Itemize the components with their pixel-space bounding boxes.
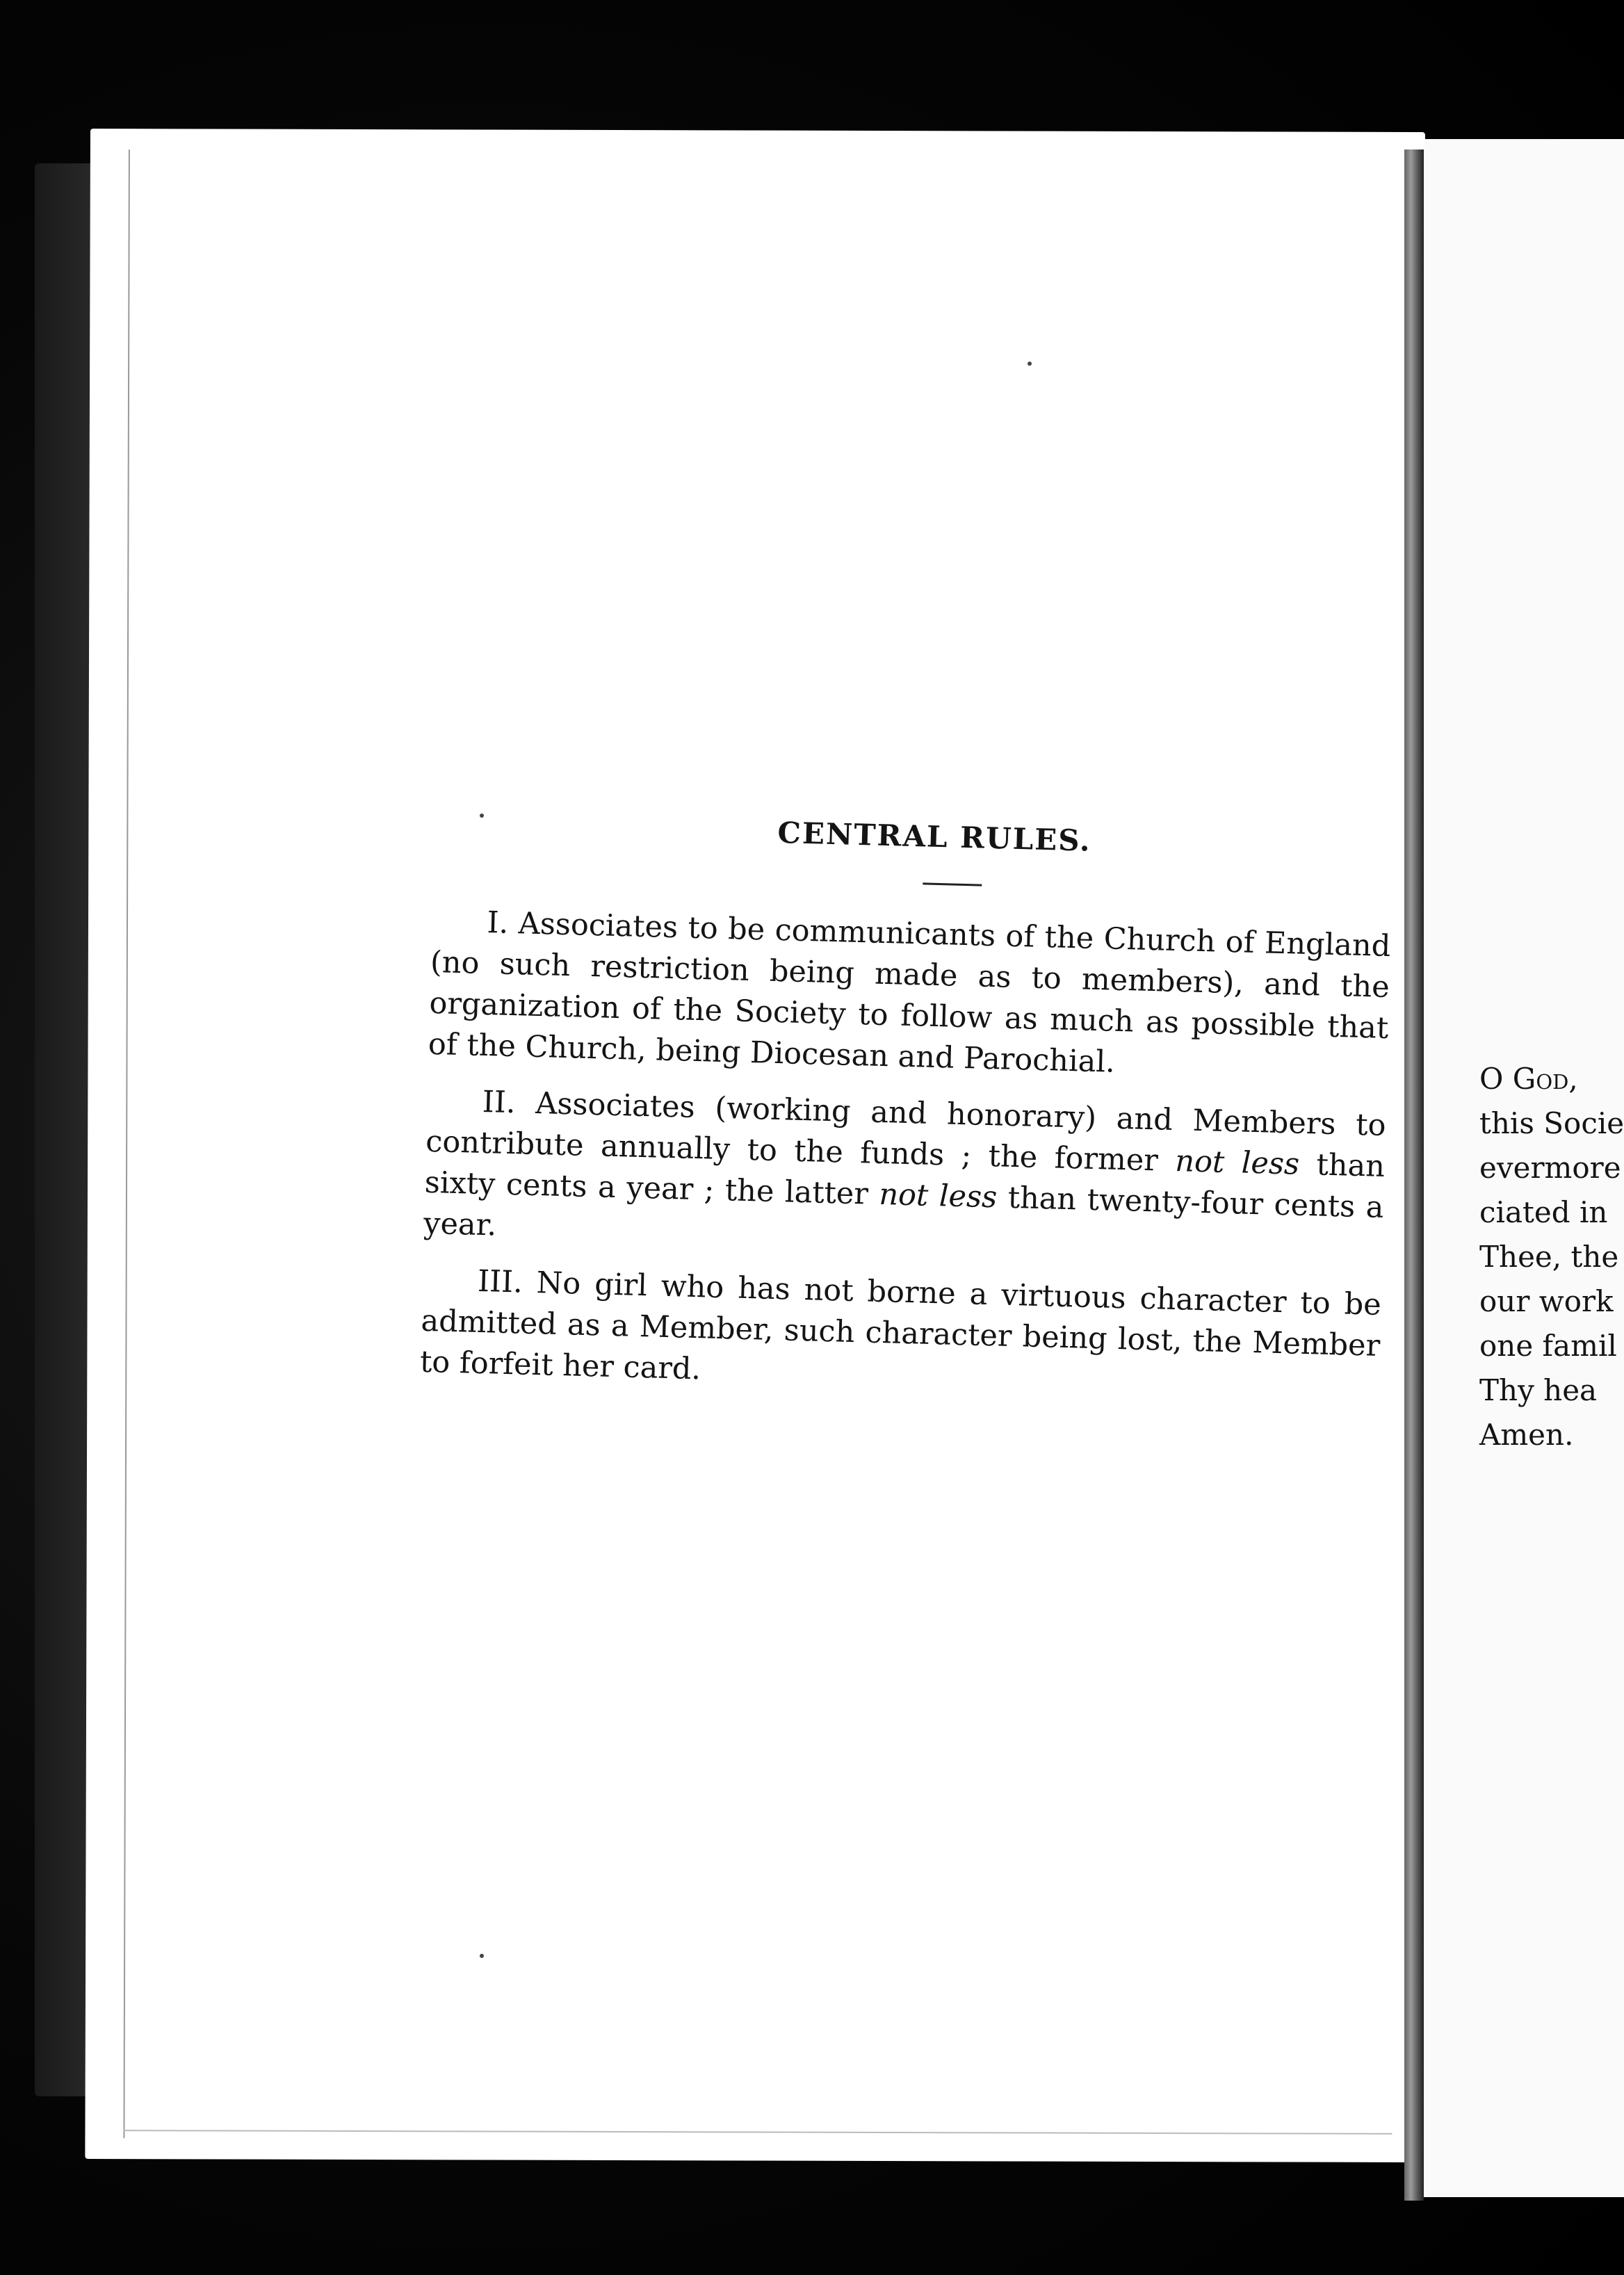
rules-list [419, 901, 1391, 1408]
facing-line: our work [1479, 1284, 1614, 1318]
rule-1: I. Associates to be communicants of the Church of England (no such restriction being made as to members), and the organization of the Society to follow as much as possible that of the Church, being Diocesan and Parochial. [428, 905, 1391, 1080]
rule-3: III. No girl who has not borne a virtuous character to be admitted as a Member, such character being lost, the Member to forfeit her card. [419, 1263, 1382, 1387]
title-divider [923, 882, 982, 886]
ink-speck [480, 1954, 484, 1958]
facing-line: this Socie [1479, 1106, 1624, 1140]
document-body [419, 807, 1394, 1423]
facing-line: Thy hea [1479, 1373, 1598, 1407]
emphasis: not less [878, 1176, 998, 1215]
page-title: CENTRAL RULES. [777, 815, 1092, 858]
facing-line: Thee, the [1479, 1240, 1619, 1274]
book-gutter [1404, 149, 1424, 2201]
facing-line: one famil [1479, 1329, 1617, 1363]
facing-line: evermore [1479, 1151, 1621, 1185]
ink-speck [1028, 362, 1032, 366]
facing-line: ciated in [1479, 1195, 1608, 1229]
facing-line: Amen. [1479, 1418, 1574, 1452]
facing-page-text [1479, 1057, 1624, 1457]
facing-line: O God, [1479, 1062, 1578, 1096]
emphasis: not less [1174, 1144, 1300, 1182]
rule-2: II. Associates (working and honorary) and Members to contribute annually to the funds ; the former not less than sixty cents a year ; the latter not less than twenty-four cents a year. [423, 1084, 1387, 1243]
